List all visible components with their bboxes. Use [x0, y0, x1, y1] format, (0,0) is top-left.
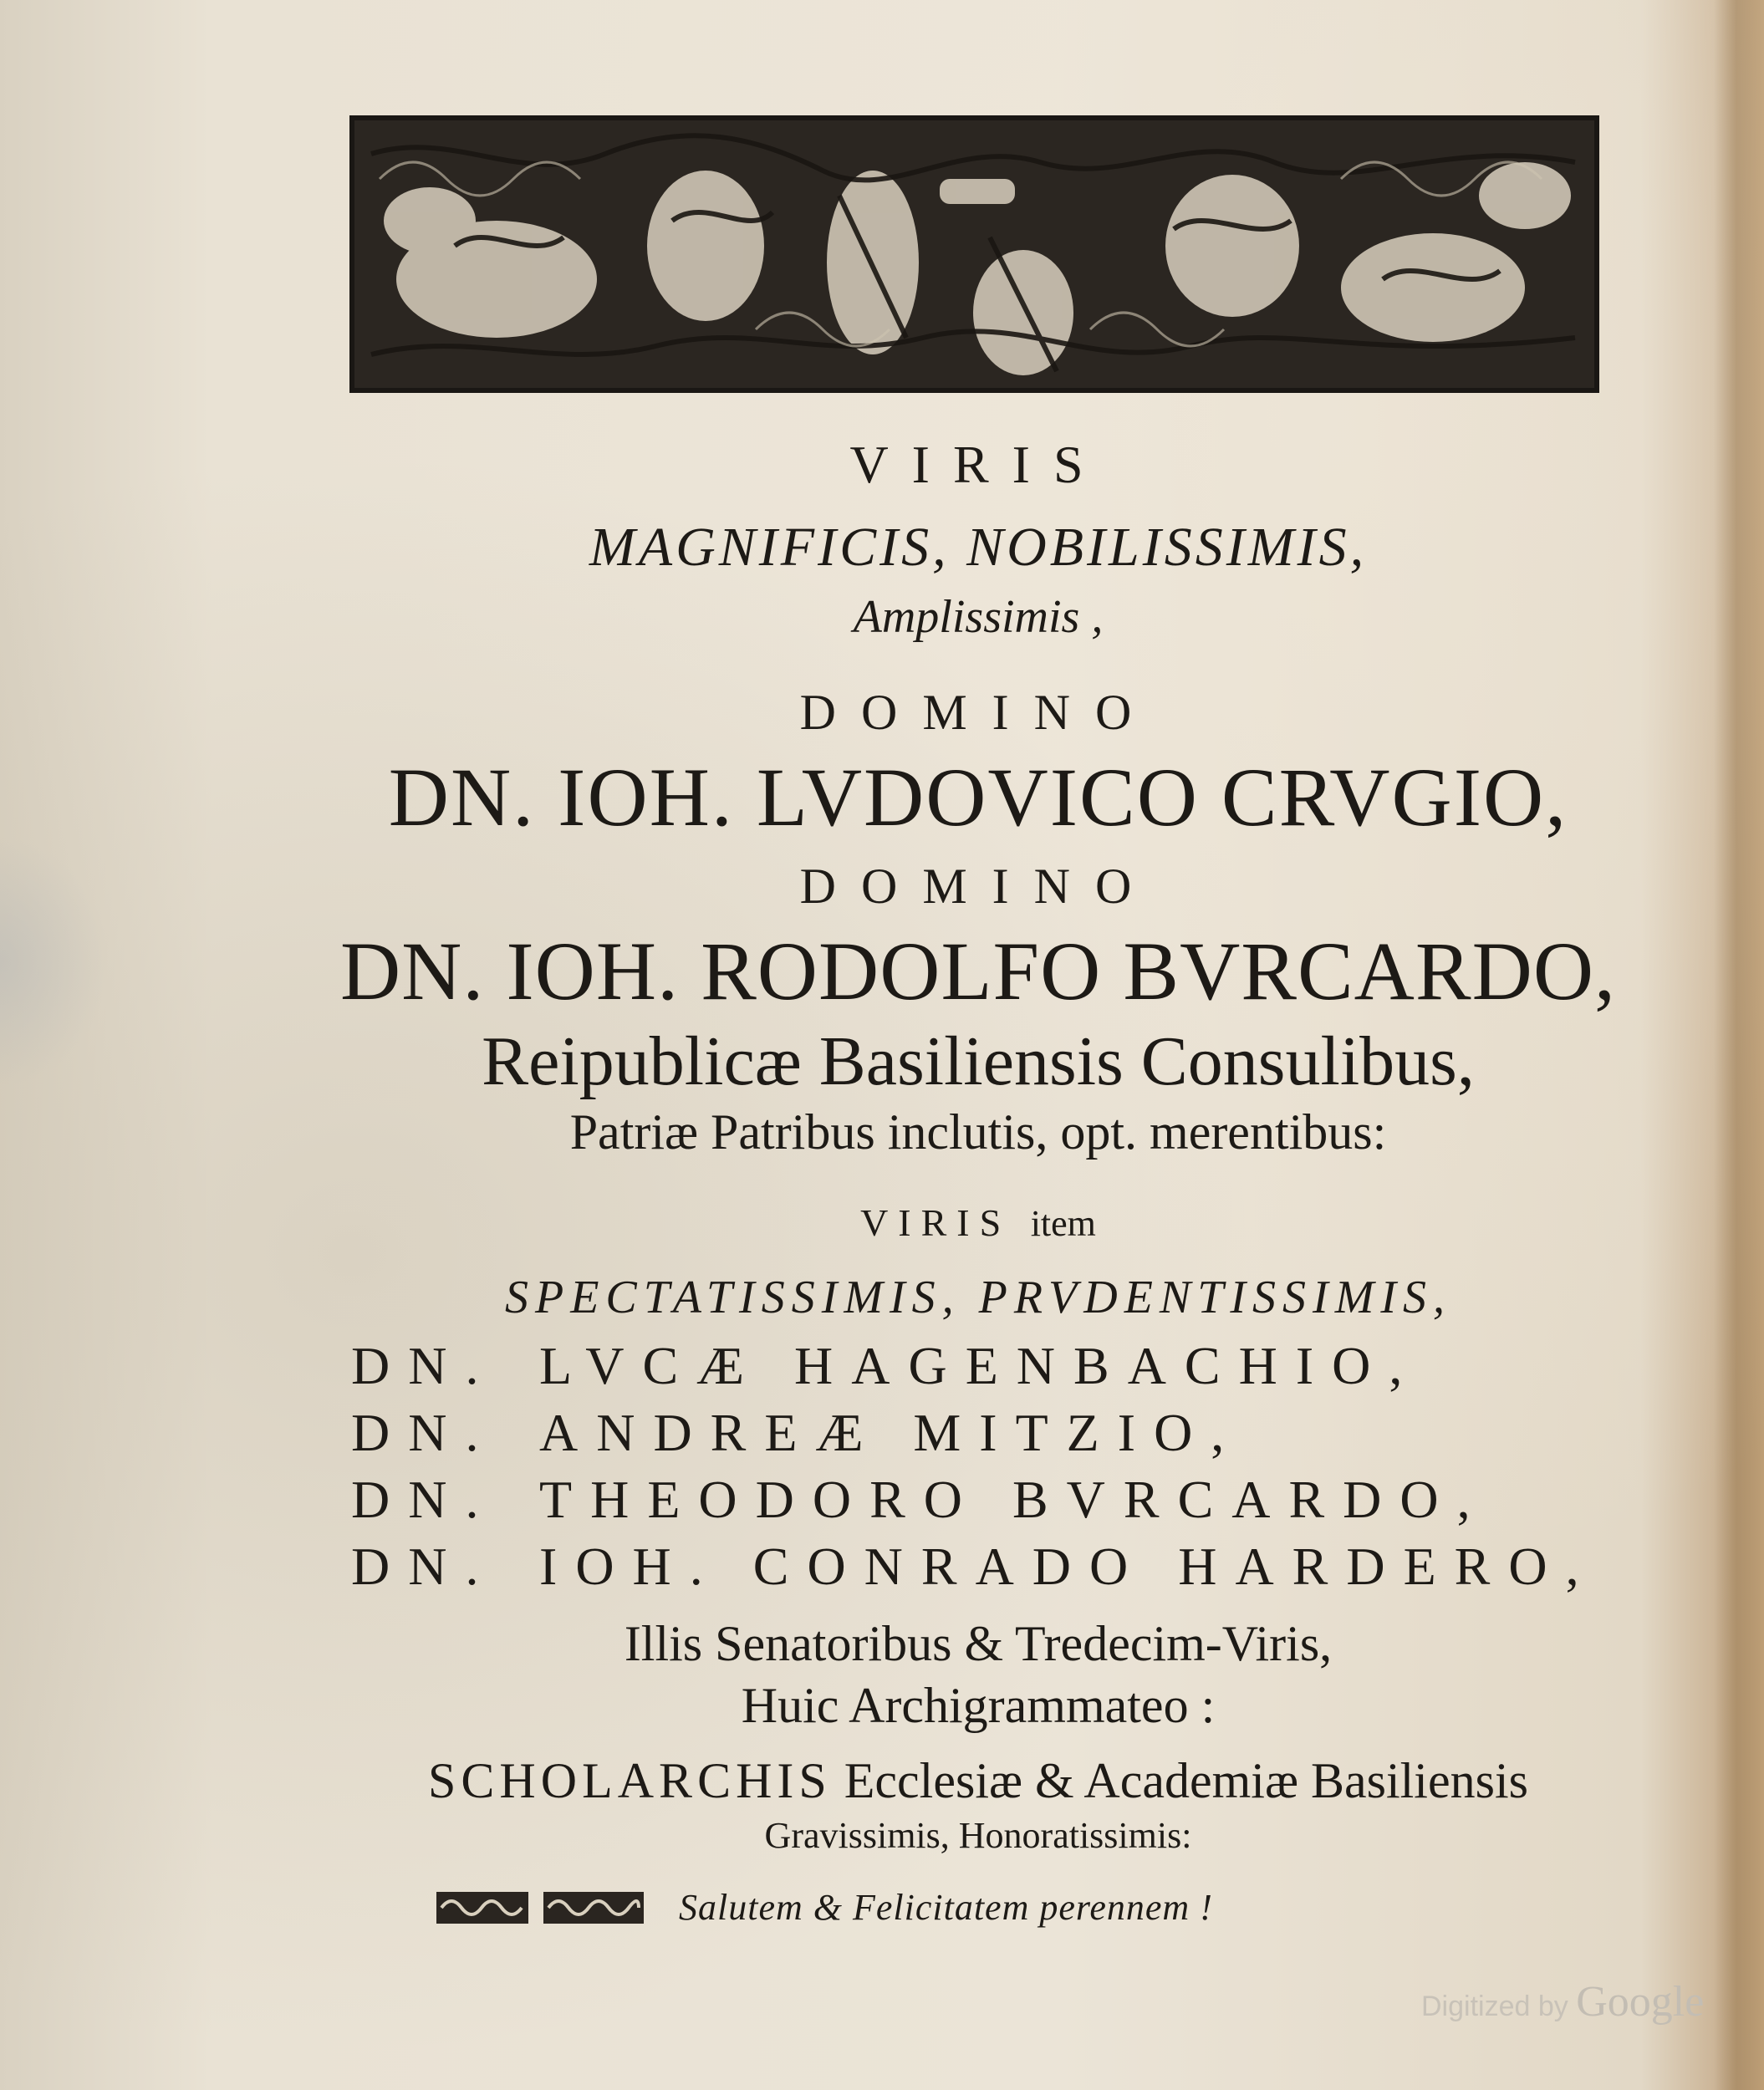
scholarchis-lead: SCHOLARCHIS: [428, 1753, 832, 1808]
dn-prefix: DN.: [351, 1470, 497, 1529]
watermark-prefix: Digitized by: [1421, 1991, 1577, 2022]
dn-prefix: DN.: [351, 1403, 497, 1462]
scholarchis-rest: Ecclesiæ & Academiæ Basiliensis: [831, 1753, 1528, 1808]
digitized-watermark: [1421, 1977, 1704, 2026]
senator-row-2: [334, 1403, 1622, 1462]
domino-label-2: DOMINO: [799, 859, 1157, 914]
dn-prefix: DN.: [351, 1336, 497, 1395]
patriae-line: Patriæ Patribus inclutis, opt. merentibus:: [569, 1104, 1387, 1160]
consul-name-2: DN. IOH. RODOLFO BVRCARDO,: [339, 925, 1617, 1017]
consul-name-1: DN. IOH. LVDOVICO CRVGIO,: [388, 751, 1568, 844]
salutem-line: Salutem & Felicitatem perennem !: [679, 1887, 1213, 1928]
heading-viris: VIRIS: [849, 435, 1107, 494]
senator-row-3: [334, 1470, 1622, 1529]
page-gutter: [1714, 0, 1764, 2090]
reipublicae-line: Reipublicæ Basiliensis Consulibus,: [482, 1022, 1475, 1100]
dedication-text: [334, 426, 1622, 1929]
viris-item-line: [334, 1201, 1622, 1244]
senator-name: IOH. CONRADO HARDERO,: [539, 1537, 1598, 1596]
senator-row-4: [334, 1537, 1622, 1596]
heading-amplissimis: Amplissimis ,: [853, 591, 1104, 643]
item-word: item: [1030, 1203, 1096, 1244]
senator-name: THEODORO BVRCARDO,: [539, 1470, 1489, 1529]
huic-line: Huic Archigrammateo :: [741, 1678, 1216, 1733]
scholarchis-line: [334, 1753, 1622, 1808]
senator-list: [334, 1336, 1622, 1596]
senator-name: ANDREÆ MITZIO,: [539, 1403, 1243, 1462]
senator-name: LVCÆ HAGENBACHIO,: [539, 1336, 1421, 1395]
illis-line: Illis Senatoribus & Tredecim-Viris,: [624, 1616, 1333, 1671]
dn-prefix: DN.: [351, 1537, 497, 1596]
gravissimis-line: Gravissimis, Honoratissimis:: [764, 1815, 1192, 1856]
woodcut-illustration: [354, 120, 1594, 388]
small-ornament-icon: [435, 1887, 652, 1929]
google-logo: Google: [1576, 1978, 1705, 2026]
heading-magnificis: MAGNIFICIS, NOBILISSIMIS,: [589, 517, 1368, 578]
paper-stain: [0, 836, 109, 1087]
viris-word: VIRIS: [860, 1201, 1012, 1244]
salutem-row: [334, 1886, 1622, 1929]
spectatissimis-line: SPECTATISSIMIS, PRVDENTISSIMIS,: [505, 1272, 1451, 1323]
senator-row-1: [334, 1336, 1622, 1395]
domino-label-1: DOMINO: [799, 685, 1157, 740]
woodcut-headpiece: [349, 115, 1599, 393]
